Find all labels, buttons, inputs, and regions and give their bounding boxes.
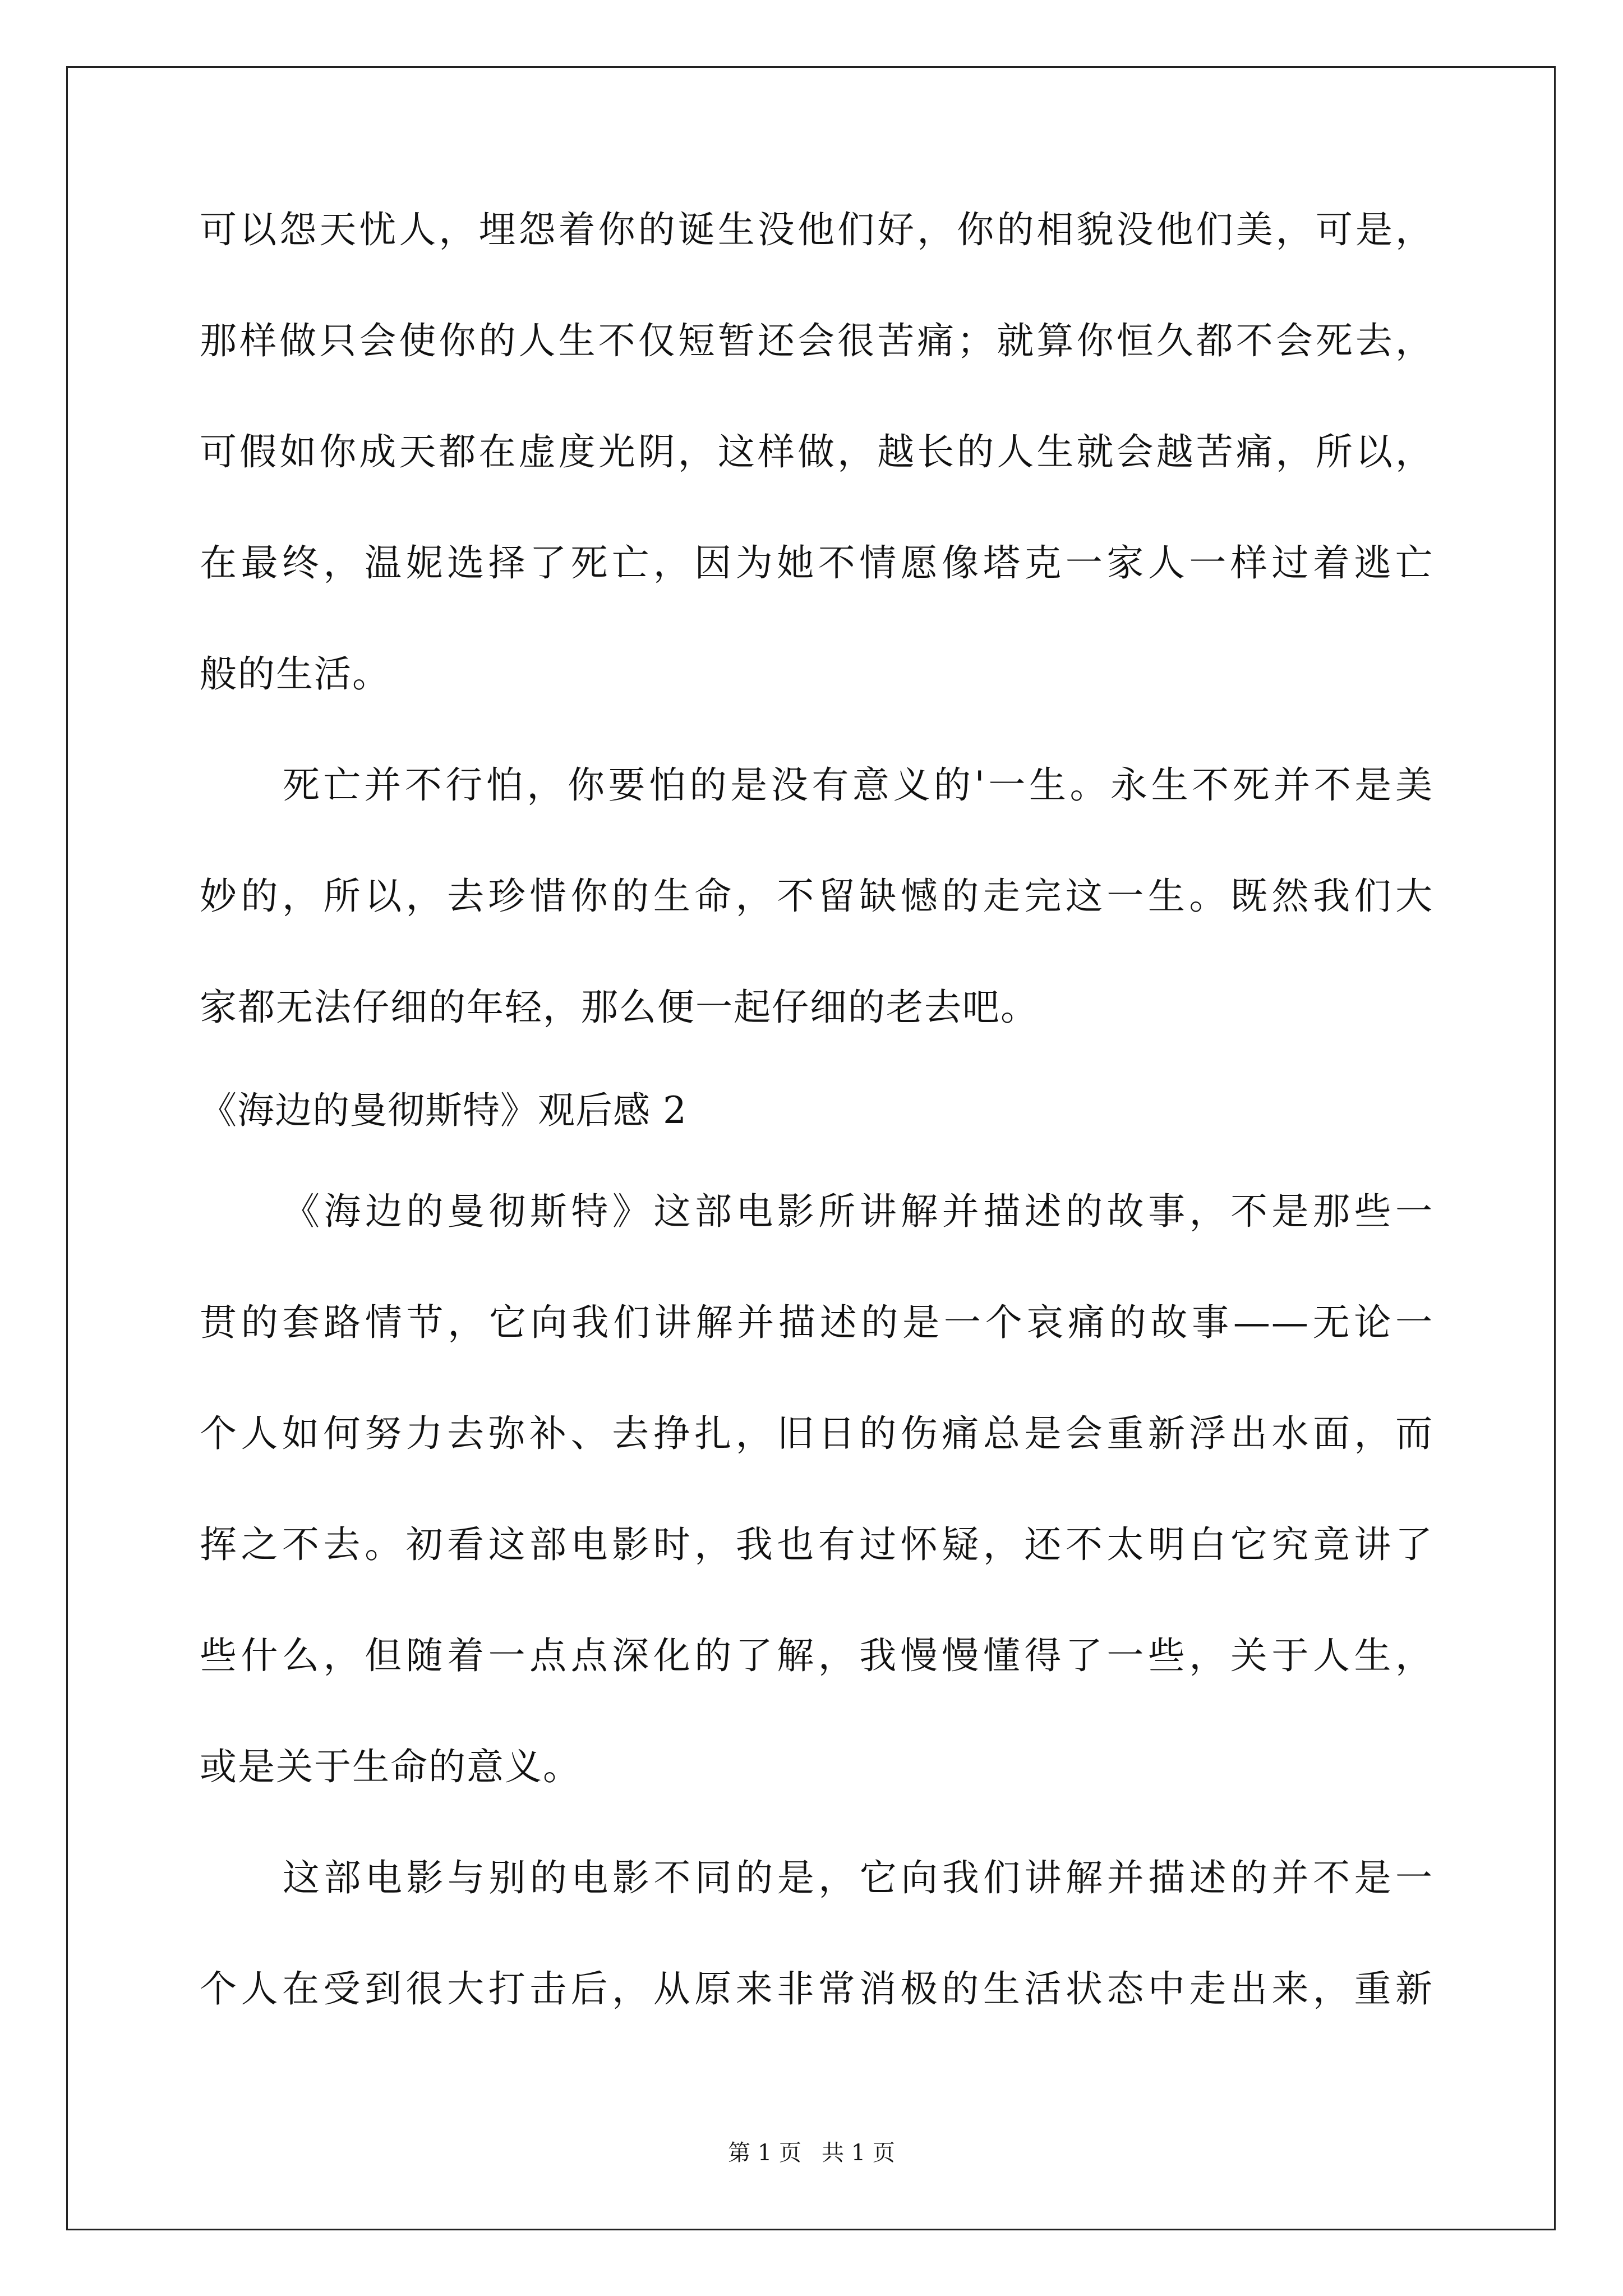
- text-line: 死亡并不行怕，你要怕的是没有意义的'一生。永生不死并不是美: [283, 763, 1433, 807]
- text-line: 个人如何努力去弥补、去挣扎，旧日的伤痛总是会重新浮出水面，而: [200, 1412, 1433, 1455]
- text-line: 般的生活。: [200, 652, 390, 696]
- text-line: 《海边的曼彻斯特》这部电影所讲解并描述的故事，不是那些一: [283, 1190, 1433, 1233]
- text-line: 家都无法仔细的年轻，那么便一起仔细的老去吧。: [200, 986, 1039, 1029]
- text-line: 在最终，温妮选择了死亡，因为她不情愿像塔克一家人一样过着逃亡: [200, 541, 1433, 585]
- page-number: 第 1 页: [728, 2140, 801, 2166]
- text-line: 个人在受到很大打击后，从原来非常消极的生活状态中走出来，重新: [200, 1967, 1433, 2010]
- text-line: 可假如你成天都在虚度光阴，这样做，越长的人生就会越苦痛，所以，: [200, 430, 1433, 473]
- text-line: 贯的套路情节，它向我们讲解并描述的是一个哀痛的故事——无论一: [200, 1301, 1433, 1344]
- text-line: 或是关于生命的意义。: [200, 1745, 581, 1788]
- text-line: 挥之不去。初看这部电影时，我也有过怀疑，还不太明白它究竟讲了: [200, 1523, 1433, 1566]
- text-line: 可以怨天忧人，埋怨着你的诞生没他们好，你的相貌没他们美，可是，: [200, 208, 1433, 251]
- page-footer: [0, 2136, 1623, 2170]
- section-heading: 《海边的曼彻斯特》观后感 2: [200, 1089, 687, 1132]
- text-line: 这部电影与别的电影不同的是，它向我们讲解并描述的并不是一: [283, 1856, 1433, 1899]
- text-line: 些什么，但随着一点点深化的了解，我慢慢懂得了一些，关于人生，: [200, 1634, 1433, 1677]
- page-total: 共 1 页: [822, 2140, 895, 2166]
- text-line: 妙的，所以，去珍惜你的生命，不留缺憾的走完这一生。既然我们大: [200, 875, 1433, 918]
- text-line: 那样做只会使你的人生不仅短暂还会很苦痛；就算你恒久都不会死去，: [200, 319, 1433, 362]
